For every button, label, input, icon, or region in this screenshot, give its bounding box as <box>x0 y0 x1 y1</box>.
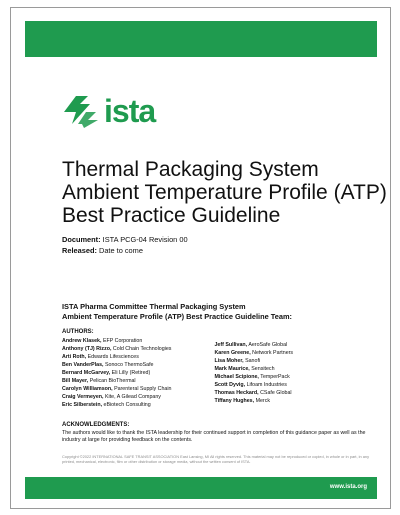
top-banner <box>25 21 377 57</box>
author-item: Craig Vermeyen, Kite, A Gilead Company <box>62 394 161 400</box>
author-item: Thomas Heckard, CSafe Global <box>214 390 292 396</box>
released-label: Released: <box>62 245 97 255</box>
author-item: Tiffany Hughes, Merck <box>214 398 270 404</box>
author-item: Anthony (TJ) Rizzo, Cold Chain Technologies <box>62 346 172 352</box>
author-item: Carolyn Williamson, Parenteral Supply Chain <box>62 386 172 392</box>
acknowledgments-heading: ACKNOWLEDGMENTS: <box>62 422 130 428</box>
document-title <box>62 158 387 227</box>
author-item: Andrew Klasek, EFP Corporation <box>62 338 143 344</box>
document-page <box>10 7 391 509</box>
author-item: Karen Greene, Network Partners <box>214 350 294 356</box>
committee-heading <box>62 302 382 321</box>
author-item: Ben VanderPlas, Sonoco ThermoSafe <box>62 362 154 368</box>
released-value: Date to come <box>98 245 143 255</box>
logo-text: ista <box>104 93 156 129</box>
title-line-2: Ambient Temperature Profile (ATP) <box>62 181 387 204</box>
document-meta <box>62 235 362 256</box>
released-row <box>62 246 362 257</box>
author-item: Arti Roth, Edwards Lifesciences <box>62 354 139 360</box>
title-line-1: Thermal Packaging System <box>62 158 319 181</box>
document-label: Document: <box>62 235 101 244</box>
author-item: Bernard McGarvey, Eli Lilly (Retired) <box>62 370 151 376</box>
author-item: Jeff Sullivan, AeroSafe Global <box>214 342 288 348</box>
document-number-row <box>62 235 362 246</box>
authors-right-column <box>214 341 362 409</box>
authors-list <box>62 337 362 409</box>
author-item: Bill Mayer, Pelican BioThermal <box>62 378 136 384</box>
acknowledgments-text: The authors would like to thank the ISTA leadership for their continued support in completion of this guidance paper as well as the industry at large for providing feedback on the contents. <box>62 430 366 443</box>
author-item: Eric Silberstein, eBiotech Consulting <box>62 402 151 408</box>
author-item: Scott Dyvig, Lifoam Industries <box>214 382 287 388</box>
title-line-3: Best Practice Guideline <box>62 204 281 227</box>
authors-left-column <box>62 337 214 409</box>
author-item: Michael Scipione, TemperPack <box>214 374 290 380</box>
recycle-arrows-icon <box>62 90 192 130</box>
committee-line-2: Ambient Temperature Profile (ATP) Best Practice Guideline Team: <box>62 311 292 321</box>
document-value: ISTA PCG-04 Revision 00 <box>102 235 188 244</box>
author-item: Lisa Moher, Sanofi <box>214 358 261 364</box>
bottom-banner <box>25 477 377 499</box>
copyright-notice: Copyright ©2022 INTERNATIONAL SAFE TRANSIT ASSOCIATION East Lansing, MI All rights reserved. This material may not be reproduced or copied, in whole or in part, in any printed, mechanical, electronic, film or other distribution or storage media, without the written consent of ISTA. <box>62 454 370 464</box>
ista-logo <box>62 90 192 130</box>
website-link[interactable]: www.ista.org <box>329 484 367 490</box>
committee-line-1: ISTA Pharma Committee Thermal Packaging System <box>62 302 246 311</box>
author-item: Mark Maurice, Sensitech <box>214 366 275 372</box>
authors-heading: AUTHORS: <box>62 329 94 335</box>
